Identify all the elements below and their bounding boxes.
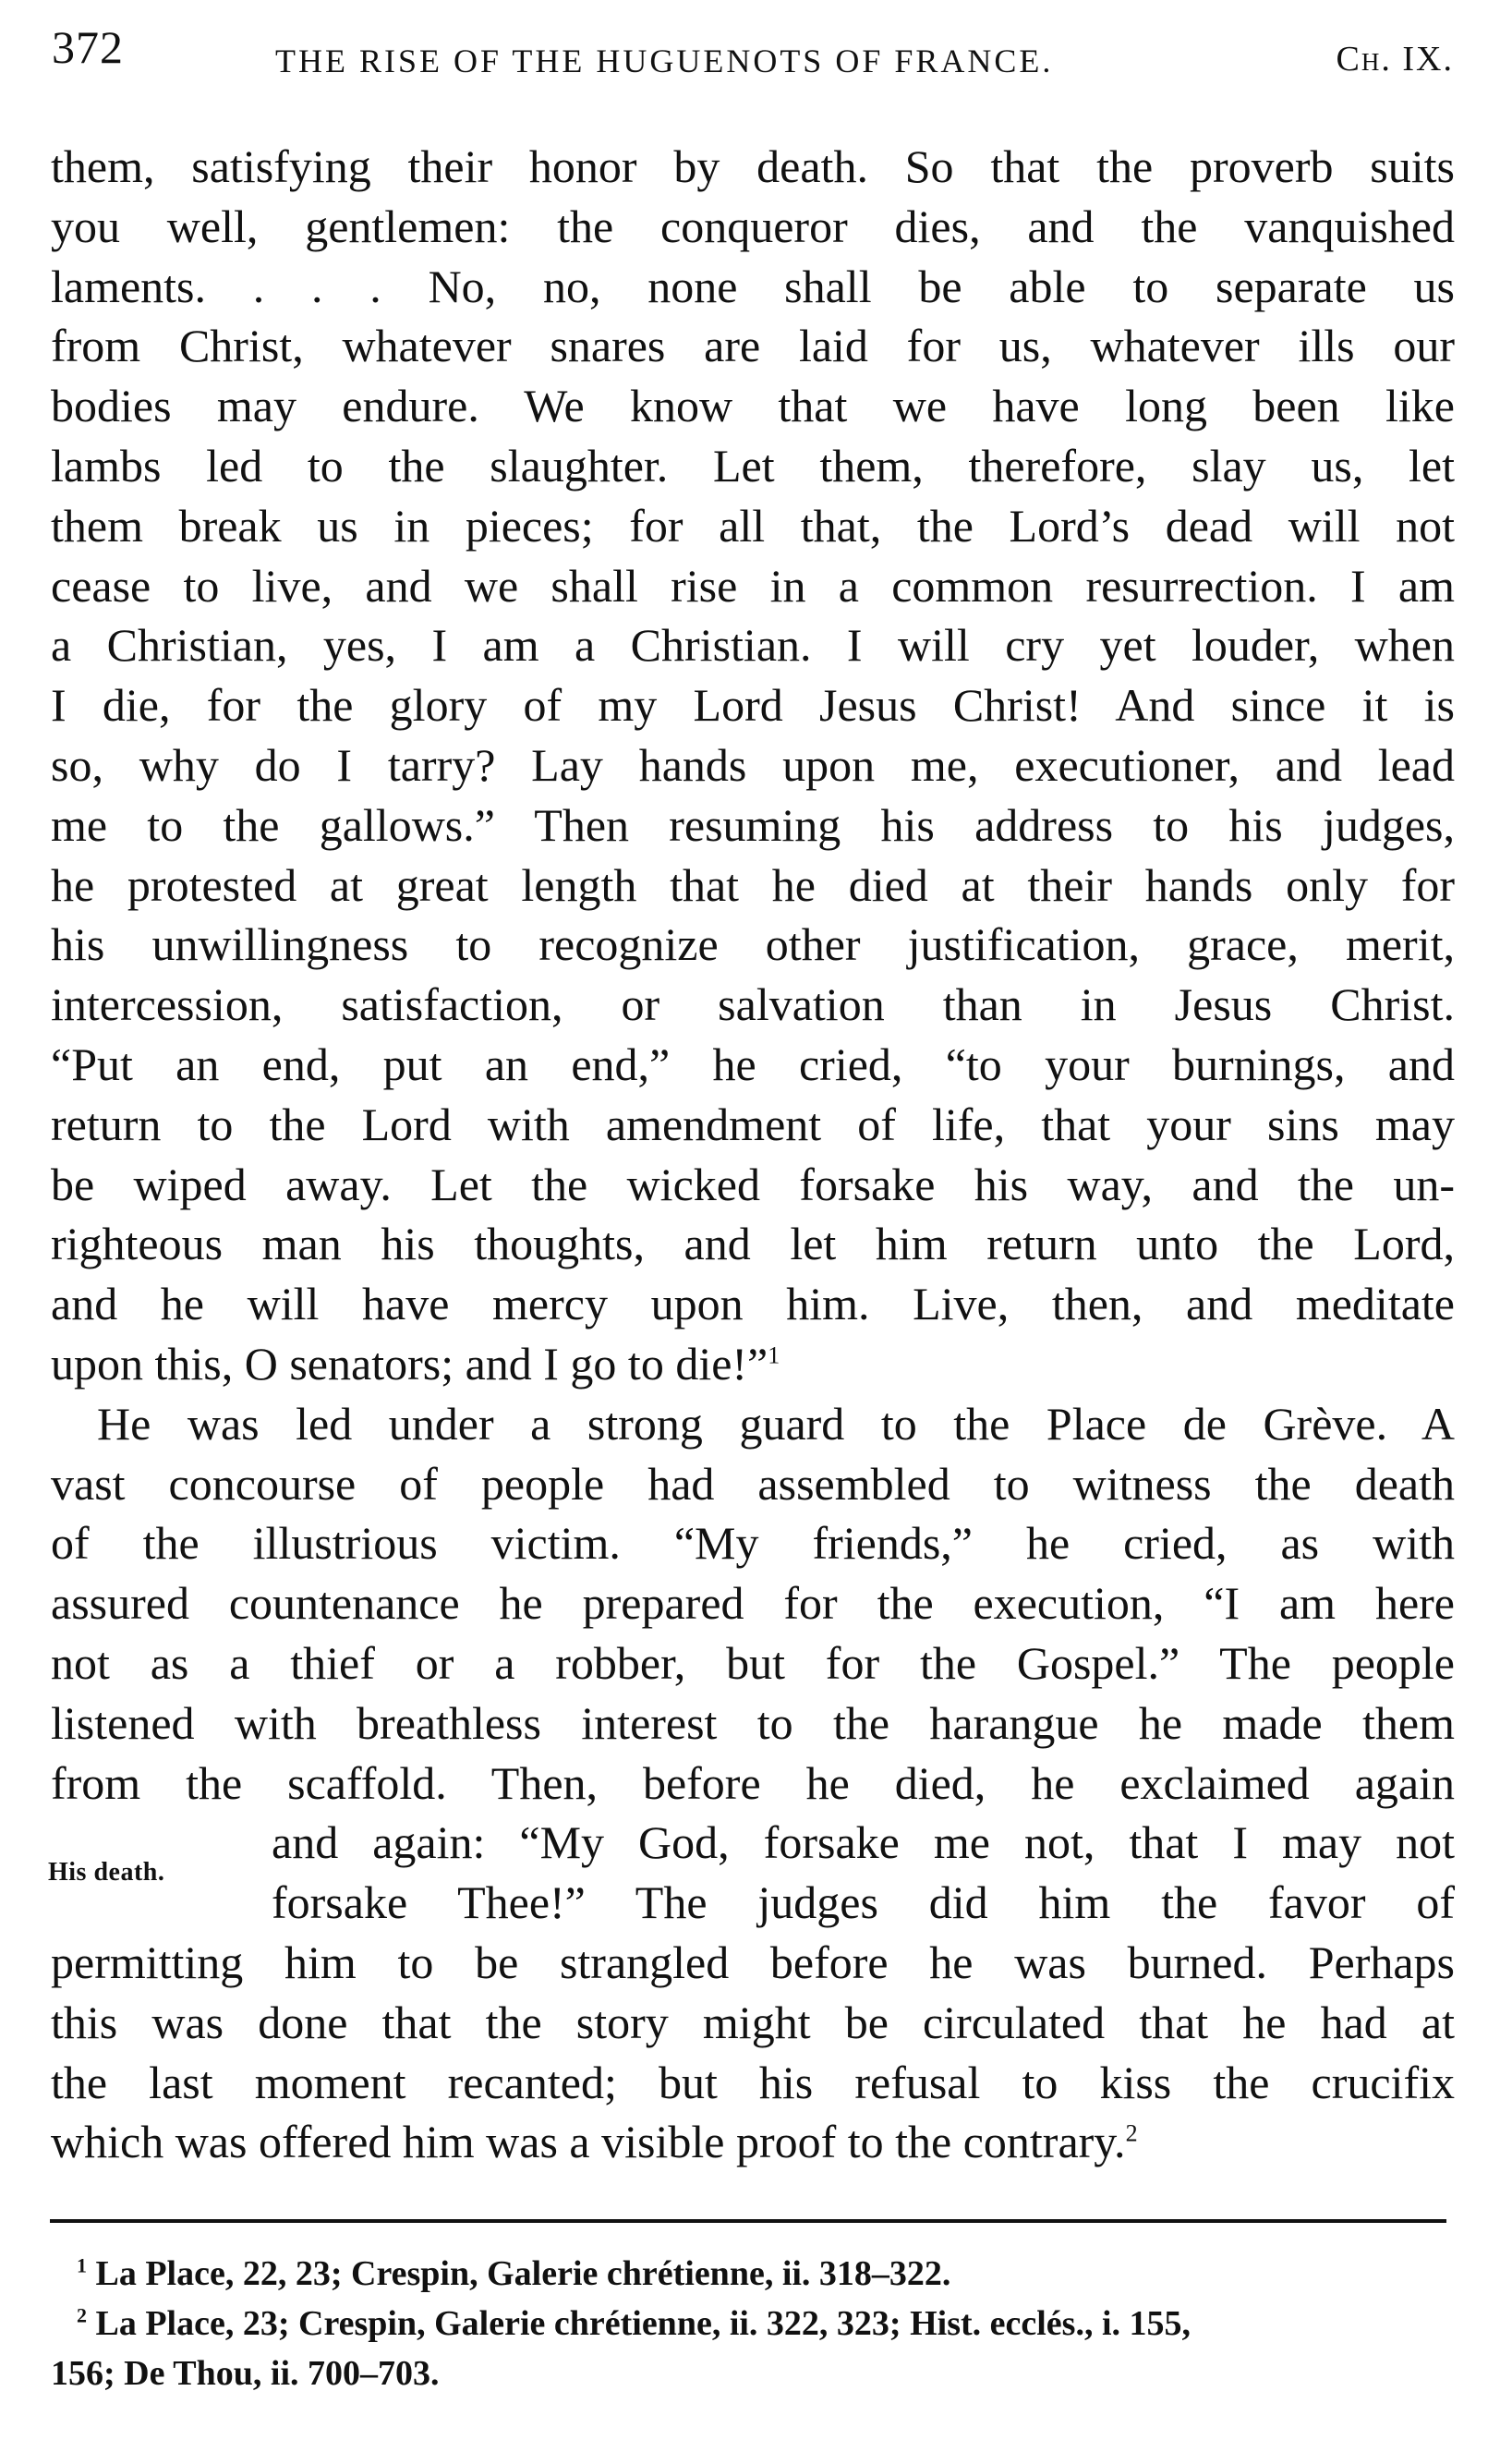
- text-line: a Christian, yes, I am a Christian. I will cry yet louder, when: [51, 619, 1455, 672]
- text-line: from Christ, whatever snares are laid for us, whatever ills our: [51, 320, 1455, 372]
- footnote-continuation: 156; De Thou, ii. 700–703.: [51, 2354, 440, 2393]
- text-line: permitting him to be strangled before he was burned. Perhaps: [51, 1936, 1455, 1988]
- text-line: them break us in pieces; for all that, the Lord’s dead will not: [51, 499, 1455, 552]
- text-line: he protested at great length that he died at their hands only for: [51, 858, 1455, 911]
- text-line: be wiped away. Let the wicked forsake his way, and the un-: [51, 1158, 1455, 1210]
- footnote-text: La Place, 23; Crespin, Galerie chrétienne, ii. 322, 323; Hist. ecclés., i. 155,: [95, 2304, 1192, 2343]
- text-line: [51, 2112, 1455, 2172]
- footnote-ref: 2: [1125, 2119, 1138, 2147]
- text-line: assured countenance he prepared for the execution, “I am here: [51, 1577, 1455, 1630]
- text-line: and he will have mercy upon him. Live, then, and meditate: [51, 1278, 1455, 1330]
- text-line: the last moment recanted; but his refusal to kiss the crucifix: [51, 2056, 1455, 2108]
- text-line: so, why do I tarry? Lay hands upon me, executioner, and lead: [51, 738, 1455, 791]
- body-text: [51, 137, 1455, 2172]
- text-line: and again: “My God, forsake me not, that I may not: [272, 1816, 1455, 1869]
- chapter-mark: Ch. IX.: [1336, 40, 1454, 79]
- text-line: return to the Lord with amendment of life, that your sins may: [51, 1098, 1455, 1150]
- text-line: He was led under a strong guard to the Place de Grève. A: [97, 1397, 1455, 1450]
- text-line: from the scaffold. Then, before he died, he exclaimed again: [51, 1756, 1455, 1809]
- text-line: laments. . . . No, no, none shall be able to separate us: [51, 260, 1455, 312]
- text-line: cease to live, and we shall rise in a common resurrection. I am: [51, 559, 1455, 612]
- footnote: [51, 2249, 1446, 2299]
- text-line: forsake Thee!” The judges did him the favor of: [272, 1876, 1455, 1929]
- text-line: of the illustrious victim. “My friends,” he cried, as with: [51, 1517, 1455, 1570]
- text-line: righteous man his thoughts, and let him return unto the Lord,: [51, 1218, 1455, 1270]
- text-line: his unwillingness to recognize other justification, grace, merit,: [51, 918, 1455, 971]
- footnote-text: La Place, 22, 23; Crespin, Galerie chrétienne, ii. 318–322.: [95, 2254, 951, 2293]
- text-line: bodies may endure. We know that we have long been like: [51, 380, 1455, 432]
- footnotes: [51, 2249, 1446, 2398]
- text-line-content: upon this, O senators; and I go to die!”: [51, 1337, 768, 1390]
- running-title: THE RISE OF THE HUGUENOTS OF FRANCE.: [275, 42, 1054, 79]
- footnote-ref: 1: [768, 1341, 780, 1369]
- text-line-content: which was offered him was a visible proof to the contrary.: [51, 2116, 1126, 2168]
- text-line: lambs led to the slaughter. Let them, therefore, slay us, let: [51, 439, 1455, 492]
- text-line: [51, 1334, 1455, 1394]
- footnote-mark: 2: [77, 2303, 87, 2327]
- text-line: intercession, satisfaction, or salvation than in Jesus Christ.: [51, 978, 1455, 1031]
- footnote: [51, 2299, 1446, 2349]
- text-line: this was done that the story might be circulated that he had at: [51, 1996, 1455, 2048]
- text-line: them, satisfying their honor by death. So that the proverb suits: [51, 140, 1455, 192]
- text-line: I die, for the glory of my Lord Jesus Christ! And since it is: [51, 679, 1455, 732]
- text-line: listened with breathless interest to the harangue he made them: [51, 1696, 1455, 1749]
- text-line: me to the gallows.” Then resuming his address to his judges,: [51, 798, 1455, 851]
- margin-note: His death.: [48, 1858, 165, 1887]
- text-line: vast concourse of people had assembled to witness the death: [51, 1457, 1455, 1510]
- text-line: “Put an end, put an end,” he cried, “to your burnings, and: [51, 1038, 1455, 1090]
- text-line: you well, gentlemen: the conqueror dies, and the vanquished: [51, 200, 1455, 252]
- page-number: 372: [52, 21, 124, 73]
- text-line: not as a thief or a robber, but for the Gospel.” The people: [51, 1636, 1455, 1689]
- footnote-divider: [50, 2219, 1446, 2223]
- footnote-mark: 1: [77, 2253, 87, 2277]
